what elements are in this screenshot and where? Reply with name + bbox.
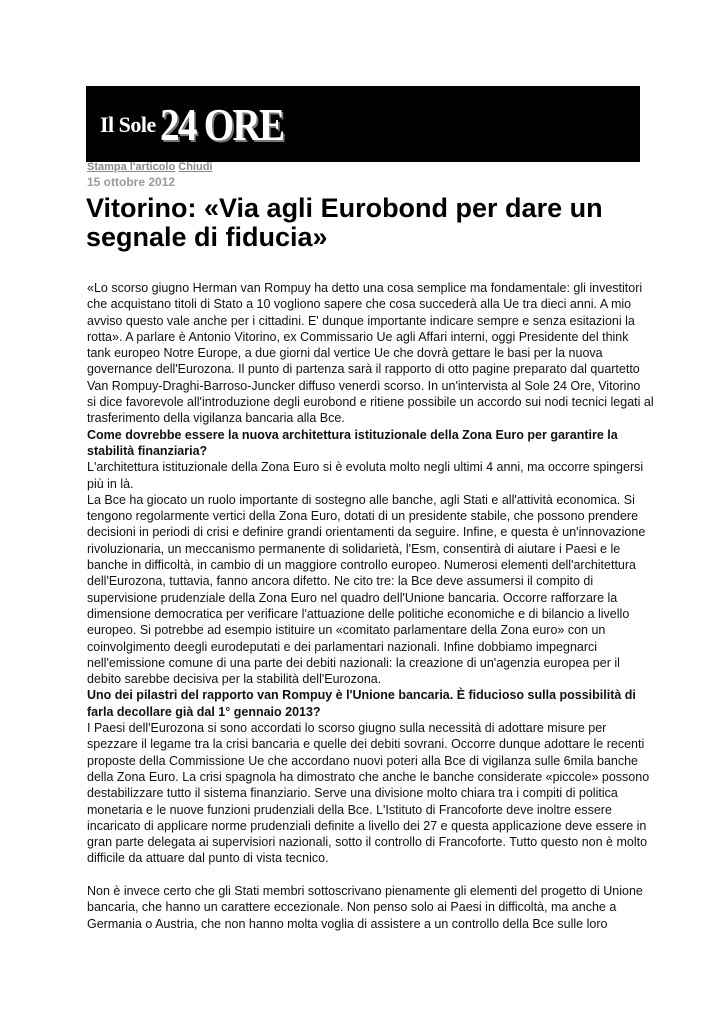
text-line: governance dell'Eurozona. Il punto di partenza sarà il rapporto di otto pagine preparato dal quartetto [87,362,640,377]
text-line: I Paesi dell'Eurozona si sono accordati lo scorso giugno sulla necessità di adottare misure per [87,721,607,736]
paragraph [87,459,647,492]
paragraph [87,883,647,932]
article-title [86,194,646,252]
masthead-banner [86,86,640,162]
text-line: proposte della Commissione Ue che accordano nuovi poteri alla Bce di vigilanza sulle 6mila banche [87,753,639,768]
text-line: della Zona Euro. La crisi spagnola ha dimostrato che anche le banche considerate «piccole» possono [87,769,650,784]
text-line: rotta». A parlare è Antonio Vitorino, ex Commissario Ue agli Affari interni, oggi Presidente del think [87,329,629,344]
text-line: bancaria, che hanno un carattere eccezionale. Non penso solo ai Paesi in difficoltà, ma anche a [87,900,617,915]
text-line: più in là. [87,476,134,491]
text-line: La Bce ha giocato un ruolo importante di sostegno alle banche, agli Stati e all'attività economica. Si [87,492,635,507]
text-line: dell'Eurozona, tuttavia, fanno ancora difetto. Ne cito tre: la Bce deve assumersi il compito di [87,574,594,589]
text-line: destabilizzare tutto il sistema finanziario. Serve una divisione molto chiara tra i compiti di politica [87,786,618,801]
text-line: si dice favorevole all'introduzione degli eurobond e ritiene possibile un accordo sui nodi tecnici legati al [87,395,654,410]
text-line: farla decollare già dal 1° gennaio 2013? [87,704,321,719]
text-line: L'architettura istituzionale della Zona Euro si è evoluta molto negli ultimi 4 anni, ma occorre spingersi [87,460,644,475]
text-line: decisioni in periodi di crisi e definire grandi orientamenti da seguire. Infine, e questa è un'innovazione [87,525,646,540]
text-line: stabilità finanziaria? [87,443,208,458]
text-line: trasferimento della vigilanza bancaria alla Bce. [87,411,345,426]
text-line: difficile da attuare dal punto di vista tecnico. [87,851,329,866]
interview-question [87,687,647,720]
logo-big-text: 24 ORE [159,99,284,150]
text-line: dimensione democratica per verificare l'attuazione delle politiche economiche e di bilancio a livello [87,606,630,621]
interview-question [87,427,647,460]
title-line: Vitorino: «Via agli Eurobond per dare un [86,193,603,223]
text-line: Come dovrebbe essere la nuova architettura istituzionale della Zona Euro per garantire la [87,427,618,442]
il-sole-24-ore-logo [100,98,305,151]
article-body [87,280,654,932]
logo-small-text: Il Sole [100,112,156,137]
text-line: monetaria e le nuove funzioni prudenziali della Bce. L'Istituto di Francoforte deve inoltre essere [87,802,612,817]
text-line: europeo. Si potrebbe ad esempio istituire un «comitato parlamentare della Zona euro» con un [87,623,606,638]
close-link[interactable]: Chiudi [178,161,213,173]
text-line: spezzare il legame tra la crisi bancaria e quelle dei debiti sovrani. Occorre dunque adottare le recenti [87,737,645,752]
text-line: Non è invece certo che gli Stati membri sottoscrivano pienamente gli elementi del progetto di Unione [87,883,643,898]
text-line: coinvolgimento deegli eurodeputati e dei parlamentari nazionali. Infine dobbiamo impegnarci [87,639,598,654]
text-line: supervisione prudenziale della Zona Euro nel quadro dell'Unione bancaria. Occorre rafforzare la [87,590,618,605]
text-line: avviso questo vale anche per i cittadini. E' dunque importante indicare sempre e senza esitazioni la [87,313,635,328]
text-line: Van Rompuy-Draghi-Barroso-Juncker diffuso venerdì scorso. In un'intervista al Sole 24 Ore, Vitorino [87,378,641,393]
text-line [87,867,647,883]
text-line: gran parte delegata ai supervisiori nazionali, sotto il controllo di Francoforte. Tutto questo non è molto [87,835,648,850]
paragraph [87,492,647,688]
text-line: banche in difficoltà, in cambio di un maggiore controllo europeo. Numerosi elementi dell'architettura [87,558,636,573]
text-line: che acquistano titoli di Stato a 10 vogliono sapere che cosa succederà alla Ue tra dieci anni. A mio [87,297,632,312]
paragraph [87,720,650,883]
print-article-link[interactable]: Stampa l'articolo [87,161,176,173]
text-line: nell'emissione comune di una parte dei debiti nazionali: la creazione di un'agenzia europea per il [87,655,620,670]
title-line: segnale di fiducia» [86,222,328,252]
text-line: incaricato di applicare norme prudenziali definite a livello dei 27 e questa applicazione deve essere in [87,818,647,833]
text-line: Uno dei pilastri del rapporto van Rompuy è l'Unione bancaria. È fiducioso sulla possibilità di [87,688,636,703]
text-line: «Lo scorso giugno Herman van Rompuy ha detto una cosa semplice ma fondamentale: gli investitori [87,281,643,295]
text-line: Germania o Austria, che non hanno molta voglia di assistere a un controllo della Bce sulle loro [87,916,608,931]
text-line: tengono regolarmente vertici della Zona Euro, dotati di un presidente stabile, che possono prendere [87,509,639,524]
text-line: tank europeo Notre Europe, a due giorni dal vertice Ue che dovrà gettare le basi per la nuova [87,346,603,361]
paragraph [87,280,654,427]
text-line: debito sarebbe decisiva per la stabilità dell'Eurozona. [87,672,382,687]
article-links [87,161,212,173]
article-date: 15 ottobre 2012 [87,175,176,189]
text-line: rivoluzionaria, un meccanismo permanente di solidarietà, l'Esm, consentirà di aiutare i Paesi e le [87,541,621,556]
